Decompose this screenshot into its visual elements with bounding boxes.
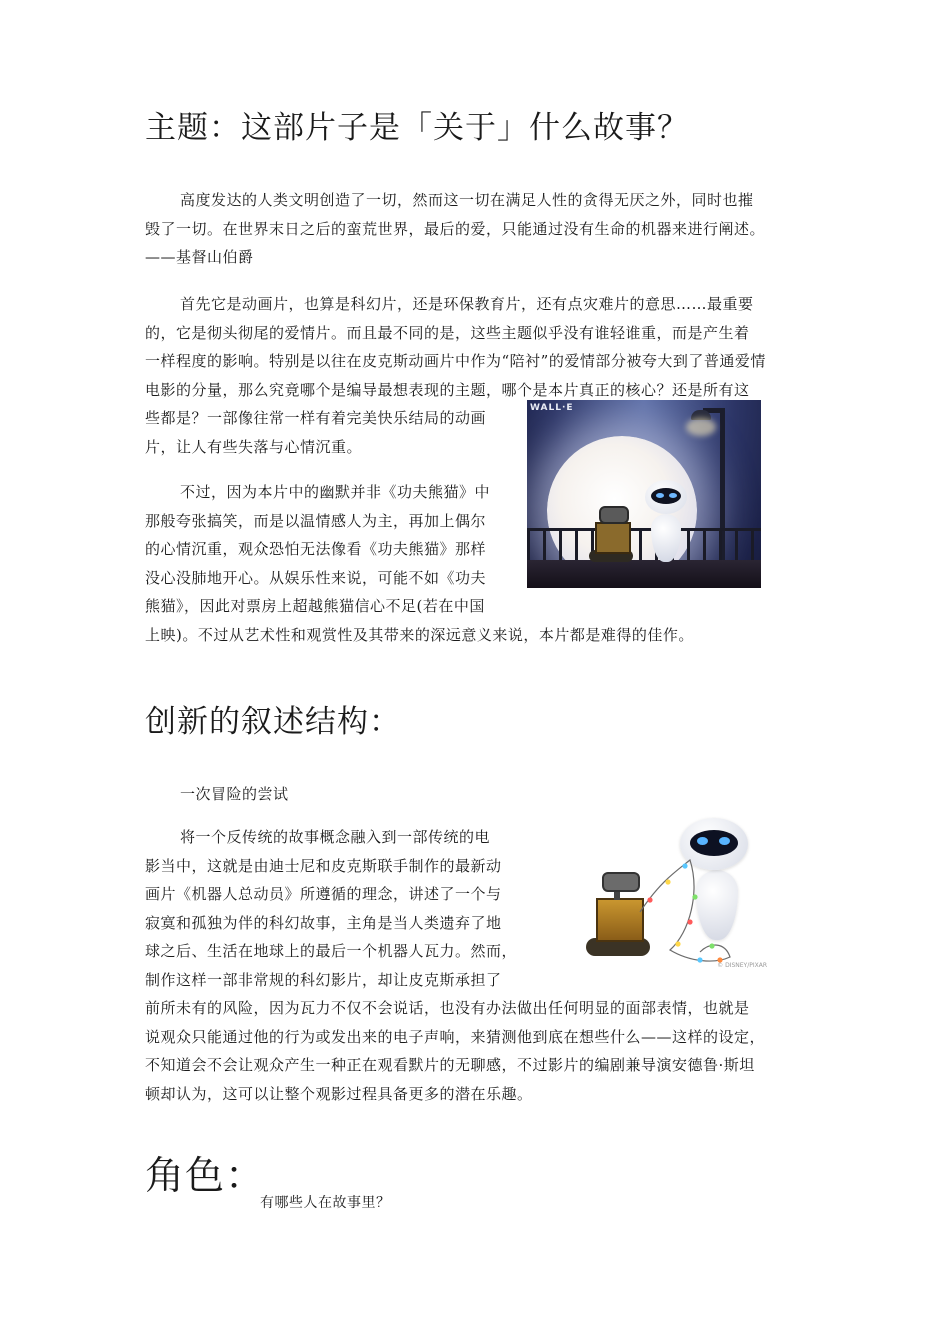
quote-paragraph xyxy=(145,186,805,272)
text-line: 的心情沉重，观众恐怕无法像看《功夫熊猫》那样 xyxy=(145,540,487,558)
text-line: 不知道会不会让观众产生一种正在观看默片的无聊感，不过影片的编剧兼导演安德鲁·斯坦 xyxy=(145,1056,755,1074)
text-line: 首先它是动画片，也算是科幻片，还是环保教育片，还有点灾难片的意思……最重要 xyxy=(180,295,754,313)
text-line: 些都是？一部像往常一样有着完美快乐结局的动画 xyxy=(145,409,487,427)
quote-attribution: ——基督山伯爵 xyxy=(145,248,254,266)
text-line: 熊猫》，因此对票房上超越熊猫信心不足(若在中国 xyxy=(145,597,485,615)
text-line: 没心没肺地开心。从娱乐性来说，可能不如《功夫 xyxy=(145,568,487,587)
text-line: 前所未有的风险，因为瓦力不仅不会说话，也没有办法做出任何明显的面部表情，也就是 xyxy=(145,999,750,1017)
railing-bars-shape xyxy=(527,531,761,561)
section-title-narrative: 创新的叙述结构： xyxy=(145,704,401,740)
lamp-glow-shape xyxy=(686,418,716,436)
walle-body-shape xyxy=(595,522,631,554)
section-subtitle: 一次冒险的尝试 xyxy=(180,785,289,803)
section-subtitle: 有哪些人在故事里？ xyxy=(260,1195,391,1211)
eve-eye-shape xyxy=(656,493,664,498)
text-line: 画片《机器人总动员》所遵循的理念，讲述了一个与 xyxy=(145,885,502,903)
light-string-shape xyxy=(540,812,775,972)
walle-eve-moon-image xyxy=(527,400,761,588)
text-line: 高度发达的人类文明创造了一切，然而这一切在满足人性的贪得无厌之外，同时也摧 xyxy=(180,191,754,209)
text-line: 将一个反传统的故事概念融入到一部传统的电 xyxy=(180,828,491,846)
text-line: 顿却认为，这可以让整个观影过程具备更多的潜在乐趣。 xyxy=(145,1084,533,1103)
text-line: 一样程度的影响。特别是以往在皮克斯动画片中作为“陪衬”的爱情部分被夸大到了普通爱情 xyxy=(145,352,766,370)
walle-eve-lights-image xyxy=(540,812,775,972)
text-line: 不过，因为本片中的幽默并非《功夫熊猫》中 xyxy=(180,483,491,501)
text-line: 的，它是彻头彻尾的爱情片。而且最不同的是，这些主题似乎没有谁轻谁重，而是产生着 xyxy=(145,323,750,342)
text-line: 影当中，这就是由迪士尼和皮克斯联手制作的最新动 xyxy=(145,856,502,875)
image-copyright: © DISNEY/PIXAR xyxy=(717,962,767,969)
text-line: 球之后、生活在地球上的最后一个机器人瓦力。然而， xyxy=(145,942,518,960)
ground-shape xyxy=(527,560,761,588)
walle-logo: WALL·E xyxy=(530,403,574,413)
section-title-characters: 角色： xyxy=(145,1154,266,1199)
text-line: 那般夸张搞笑，而是以温情感人为主，再加上偶尔 xyxy=(145,511,487,530)
text-line: 上映)。不过从艺术性和观赏性及其带来的深远意义来说，本片都是难得的佳作。 xyxy=(145,625,694,644)
text-line: 寂寞和孤独为伴的科幻故事，主角是当人类遗弃了地 xyxy=(145,913,502,932)
text-line: 说观众只能通过他的行为或发出来的电子声响，来猜测他到底在想些什么——这样的设定， xyxy=(145,1027,766,1046)
text-line: 毁了一切。在世界末日之后的蛮荒世界，最后的爱，只能通过没有生命的机器来进行阐述。 xyxy=(145,219,766,238)
text-line: 电影的分量，那么究竟哪个是编导最想表现的主题，哪个是本片真正的核心？还是所有这 xyxy=(145,380,750,399)
text-line: 制作这样一部非常规的科幻影片，却让皮克斯承担了 xyxy=(145,970,502,989)
eve-eye-shape xyxy=(669,493,677,498)
text-line: 片，让人有些失落与心情沉重。 xyxy=(145,437,363,456)
section-title-theme: 主题：这部片子是「关于」什么故事？ xyxy=(145,110,689,146)
walle-eyes-shape xyxy=(599,506,629,524)
